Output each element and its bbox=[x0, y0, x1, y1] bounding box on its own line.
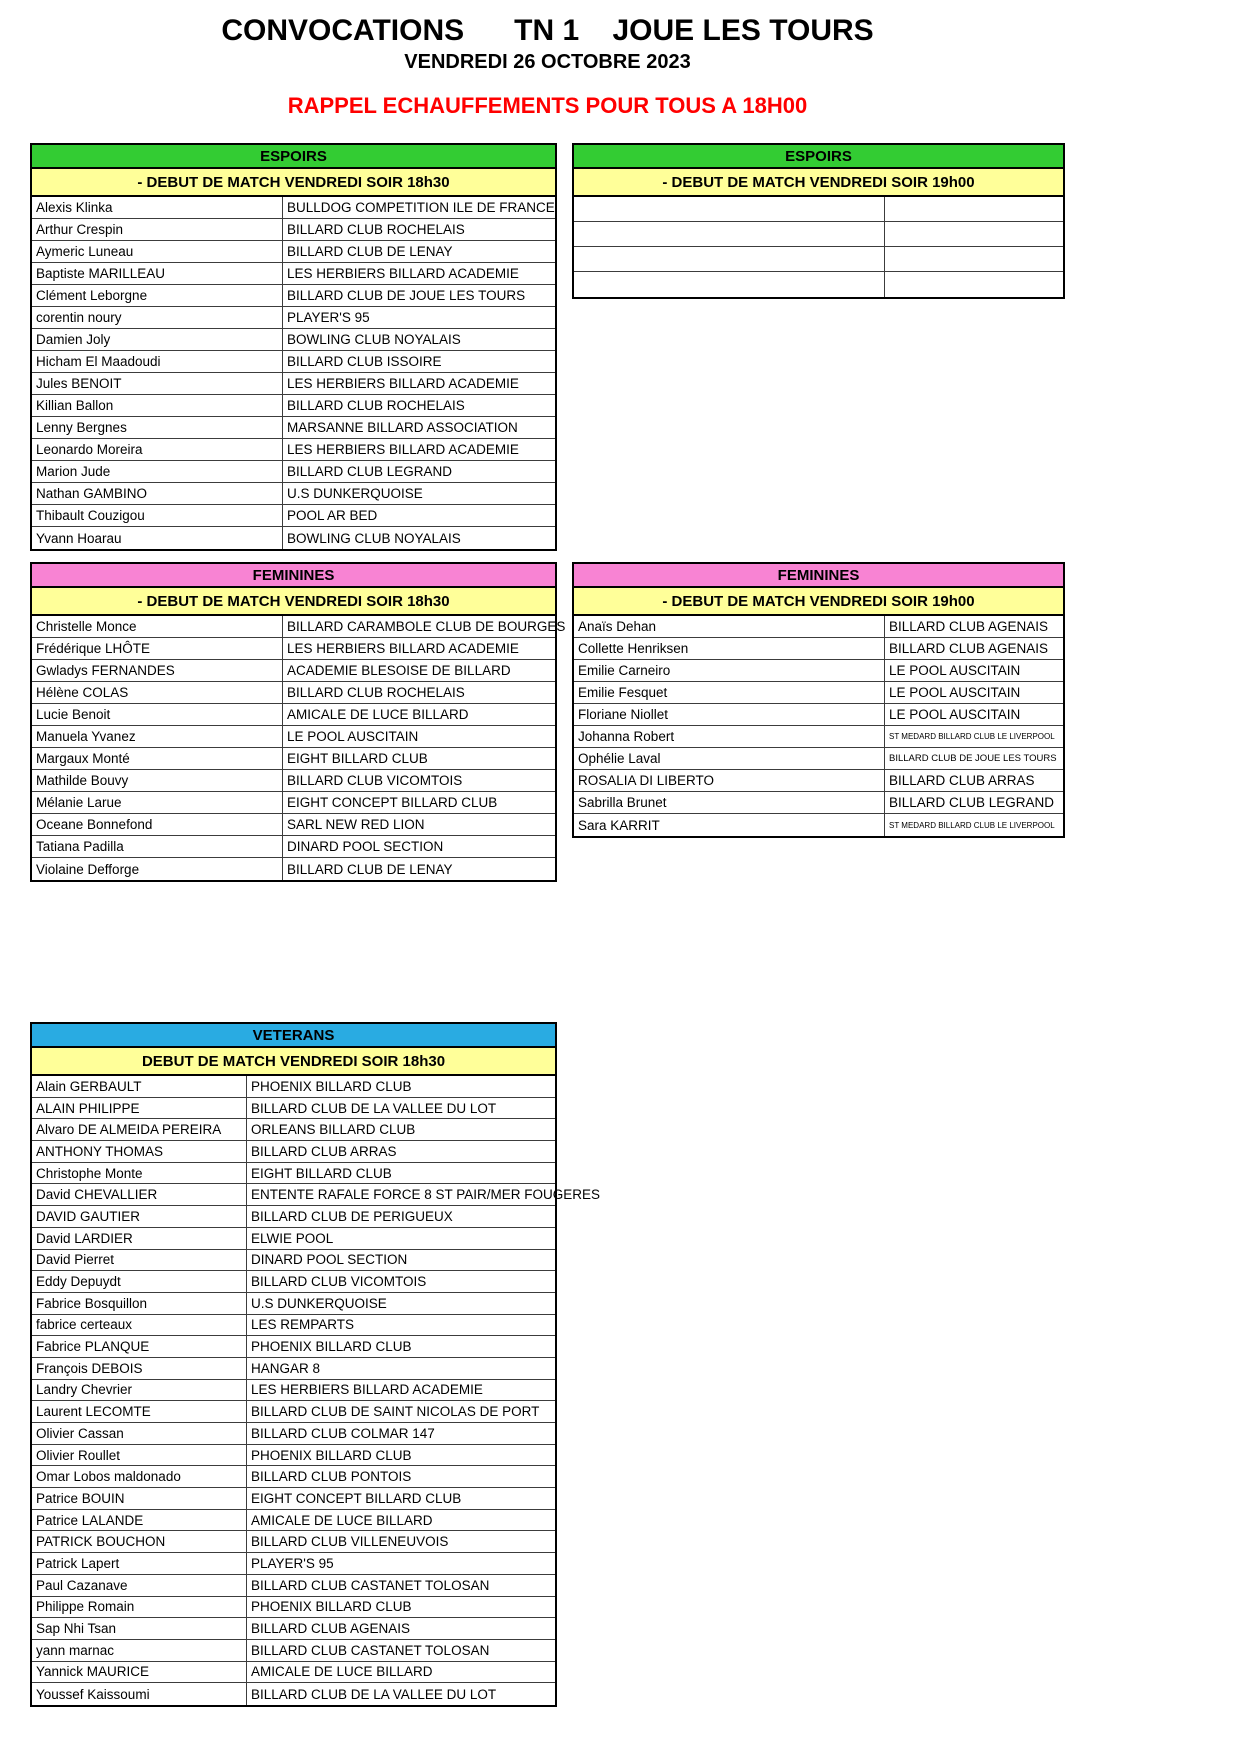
club-cell: BILLARD CLUB VICOMTOIS bbox=[251, 1274, 427, 1290]
player-name-cell: Sap Nhi Tsan bbox=[32, 1618, 247, 1639]
club-cell: ENTENTE RAFALE FORCE 8 ST PAIR/MER FOUGERES bbox=[251, 1187, 601, 1203]
player-name-cell: Tatiana Padilla bbox=[32, 836, 283, 857]
table-row bbox=[32, 1683, 555, 1705]
table-row bbox=[32, 439, 555, 461]
player-name-cell: Collette Henriksen bbox=[574, 638, 885, 659]
player-name-cell: Nathan GAMBINO bbox=[32, 483, 283, 504]
club-cell: PLAYER'S 95 bbox=[251, 1555, 334, 1571]
document-header bbox=[30, 14, 1065, 74]
player-name-cell: Emilie Carneiro bbox=[574, 660, 885, 681]
club-cell: BILLARD CLUB VICOMTOIS bbox=[287, 773, 463, 788]
player-name-cell: Eddy Depuydt bbox=[32, 1271, 247, 1292]
player-name-cell: Floriane Niollet bbox=[574, 704, 885, 725]
club-cell bbox=[885, 222, 1063, 246]
club-cell: BILLARD CLUB ROCHELAIS bbox=[287, 685, 465, 700]
club-cell: BILLARD CLUB LEGRAND bbox=[287, 464, 453, 479]
club-cell: LES HERBIERS BILLARD ACADEMIE bbox=[287, 442, 519, 457]
club-cell: BILLARD CLUB DE LA VALLEE DU LOT bbox=[251, 1686, 497, 1702]
player-name-cell: Johanna Robert bbox=[574, 726, 885, 747]
table-row bbox=[574, 704, 1063, 726]
club-cell: BILLARD CLUB AGENAIS bbox=[889, 619, 1049, 634]
table-row bbox=[32, 770, 555, 792]
player-name-cell: Arthur Crespin bbox=[32, 219, 283, 240]
player-name-cell: Fabrice PLANQUE bbox=[32, 1336, 247, 1357]
player-name-cell: ALAIN PHILIPPE bbox=[32, 1098, 247, 1119]
table-row bbox=[32, 1358, 555, 1380]
table-row bbox=[32, 814, 555, 836]
table-row bbox=[32, 1466, 555, 1488]
table-row bbox=[32, 1618, 555, 1640]
player-name-cell: Olivier Cassan bbox=[32, 1423, 247, 1444]
player-name-cell: François DEBOIS bbox=[32, 1358, 247, 1379]
club-cell: MARSANNE BILLARD ASSOCIATION bbox=[287, 420, 518, 435]
club-cell: AMICALE DE LUCE BILLARD bbox=[251, 1664, 433, 1680]
veterans-18h30-table-rows bbox=[32, 1076, 601, 1705]
table-row bbox=[32, 792, 555, 814]
table-row bbox=[32, 1098, 555, 1120]
veterans-18h30-table-header: VETERANS bbox=[32, 1024, 555, 1048]
table-row bbox=[32, 461, 555, 483]
player-name-cell: Marion Jude bbox=[32, 461, 283, 482]
club-cell: BILLARD CLUB COLMAR 147 bbox=[251, 1425, 435, 1441]
player-name-cell bbox=[574, 272, 885, 297]
player-name-cell: Paul Cazanave bbox=[32, 1575, 247, 1596]
club-cell: BOWLING CLUB NOYALAIS bbox=[287, 530, 461, 546]
table-row bbox=[32, 373, 555, 395]
player-name-cell: Manuela Yvanez bbox=[32, 726, 283, 747]
player-name-cell: Thibault Couzigou bbox=[32, 505, 283, 526]
club-cell: ST MEDARD BILLARD CLUB LE LIVERPOOL bbox=[889, 820, 1055, 830]
player-name-cell: Lucie Benoit bbox=[32, 704, 283, 725]
club-cell: BILLARD CLUB DE JOUE LES TOURS bbox=[889, 753, 1057, 764]
table-row bbox=[32, 417, 555, 439]
player-name-cell: Christophe Monte bbox=[32, 1163, 247, 1184]
table-row bbox=[32, 1575, 555, 1597]
club-cell: PHOENIX BILLARD CLUB bbox=[251, 1339, 412, 1355]
table-row bbox=[32, 329, 555, 351]
club-cell: BILLARD CLUB DE PERIGUEUX bbox=[251, 1208, 453, 1224]
player-name-cell: corentin noury bbox=[32, 307, 283, 328]
player-name-cell: Aymeric Luneau bbox=[32, 241, 283, 262]
table-row bbox=[32, 197, 555, 219]
club-cell: AMICALE DE LUCE BILLARD bbox=[287, 707, 469, 722]
player-name-cell: Hélène COLAS bbox=[32, 682, 283, 703]
table-row bbox=[32, 395, 555, 417]
club-cell: ELWIE POOL bbox=[251, 1230, 334, 1246]
espoirs-19h00-table-rows bbox=[574, 197, 1063, 297]
club-cell bbox=[885, 197, 1063, 221]
table-row bbox=[32, 285, 555, 307]
club-cell: BILLARD CLUB PONTOIS bbox=[251, 1469, 412, 1485]
table-row bbox=[574, 792, 1063, 814]
club-cell: BILLARD CLUB LEGRAND bbox=[889, 795, 1055, 810]
player-name-cell: David LARDIER bbox=[32, 1228, 247, 1249]
player-name-cell: Killian Ballon bbox=[32, 395, 283, 416]
club-cell: ORLEANS BILLARD CLUB bbox=[251, 1122, 416, 1138]
club-cell: LE POOL AUSCITAIN bbox=[889, 685, 1021, 700]
player-name-cell: Olivier Roullet bbox=[32, 1445, 247, 1466]
table-row bbox=[32, 1380, 555, 1402]
table-row bbox=[32, 616, 566, 638]
club-cell: BILLARD CLUB DE JOUE LES TOURS bbox=[287, 288, 526, 303]
club-cell bbox=[885, 247, 1063, 271]
player-name-cell: ROSALIA DI LIBERTO bbox=[574, 770, 885, 791]
table-row bbox=[32, 1271, 555, 1293]
table-row bbox=[32, 1423, 555, 1445]
table-row bbox=[32, 660, 555, 682]
player-name-cell: Lenny Bergnes bbox=[32, 417, 283, 438]
club-cell: BILLARD CLUB ISSOIRE bbox=[287, 354, 442, 369]
table-row bbox=[32, 1401, 555, 1423]
club-cell: BILLARD CLUB AGENAIS bbox=[889, 641, 1049, 656]
feminines-18h30-table-header: FEMININES bbox=[32, 564, 555, 588]
feminines-18h30-table bbox=[30, 562, 566, 882]
club-cell: BOWLING CLUB NOYALAIS bbox=[287, 332, 461, 347]
player-name-cell: Yannick MAURICE bbox=[32, 1662, 247, 1683]
club-cell: BILLARD CLUB DE LENAY bbox=[287, 861, 453, 877]
player-name-cell: Alvaro DE ALMEIDA PEREIRA bbox=[32, 1119, 247, 1140]
player-name-cell: Hicham El Maadoudi bbox=[32, 351, 283, 372]
player-name-cell: Sara KARRIT bbox=[574, 814, 885, 836]
veterans-18h30-table-subheader: DEBUT DE MATCH VENDREDI SOIR 18h30 bbox=[32, 1048, 555, 1076]
table-row bbox=[32, 1510, 555, 1532]
club-cell: HANGAR 8 bbox=[251, 1360, 321, 1376]
club-cell: LE POOL AUSCITAIN bbox=[889, 663, 1021, 678]
club-cell: U.S DUNKERQUOISE bbox=[287, 486, 423, 501]
page-title: CONVOCATIONS TN 1 JOUE LES TOURS bbox=[221, 14, 874, 47]
table-row bbox=[574, 726, 1063, 748]
espoirs-19h00-table bbox=[572, 143, 1065, 299]
club-cell: PHOENIX BILLARD CLUB bbox=[251, 1599, 412, 1615]
table-row bbox=[32, 483, 555, 505]
table-row bbox=[32, 1488, 555, 1510]
club-cell: AMICALE DE LUCE BILLARD bbox=[251, 1512, 433, 1528]
table-row bbox=[574, 660, 1063, 682]
table-row bbox=[32, 1141, 555, 1163]
table-row bbox=[32, 1250, 555, 1272]
club-cell: PLAYER'S 95 bbox=[287, 310, 370, 325]
feminines-18h30-table-subheader: - DEBUT DE MATCH VENDREDI SOIR 18h30 bbox=[32, 588, 555, 616]
player-name-cell: Landry Chevrier bbox=[32, 1380, 247, 1401]
player-name-cell: Clément Leborgne bbox=[32, 285, 283, 306]
player-name-cell: PATRICK BOUCHON bbox=[32, 1531, 247, 1552]
table-row bbox=[32, 1531, 555, 1553]
club-cell: BILLARD CLUB ARRAS bbox=[251, 1143, 397, 1159]
table-row bbox=[32, 682, 555, 704]
table-row bbox=[32, 1206, 555, 1228]
player-name-cell: Omar Lobos maldonado bbox=[32, 1466, 247, 1487]
feminines-19h00-table bbox=[572, 562, 1065, 838]
table-row bbox=[574, 197, 1063, 222]
player-name-cell: Patrice BOUIN bbox=[32, 1488, 247, 1509]
player-name-cell: Jules BENOIT bbox=[32, 373, 283, 394]
table-row bbox=[574, 222, 1063, 247]
table-row bbox=[574, 272, 1063, 297]
espoirs-18h30-table bbox=[30, 143, 557, 551]
club-cell: BILLARD CLUB ROCHELAIS bbox=[287, 222, 465, 237]
table-row bbox=[574, 616, 1063, 638]
event-date: VENDREDI 26 OCTOBRE 2023 bbox=[404, 51, 691, 73]
player-name-cell: Emilie Fesquet bbox=[574, 682, 885, 703]
feminines-19h00-table-subheader: - DEBUT DE MATCH VENDREDI SOIR 19h00 bbox=[574, 588, 1063, 616]
club-cell: DINARD POOL SECTION bbox=[287, 839, 444, 854]
club-cell: LES HERBIERS BILLARD ACADEMIE bbox=[287, 376, 519, 391]
player-name-cell: Anaïs Dehan bbox=[574, 616, 885, 637]
table-row bbox=[32, 1184, 601, 1206]
player-name-cell: David Pierret bbox=[32, 1250, 247, 1271]
espoirs-18h30-table-rows bbox=[32, 197, 555, 549]
player-name-cell: Ophélie Laval bbox=[574, 748, 885, 769]
player-name-cell bbox=[574, 247, 885, 271]
espoirs-18h30-table-subheader: - DEBUT DE MATCH VENDREDI SOIR 18h30 bbox=[32, 169, 555, 197]
player-name-cell: Leonardo Moreira bbox=[32, 439, 283, 460]
espoirs-19h00-table-subheader: - DEBUT DE MATCH VENDREDI SOIR 19h00 bbox=[574, 169, 1063, 197]
club-cell: PHOENIX BILLARD CLUB bbox=[251, 1447, 412, 1463]
table-row bbox=[32, 241, 555, 263]
player-name-cell: fabrice certeaux bbox=[32, 1315, 247, 1336]
player-name-cell: Yvann Hoarau bbox=[32, 527, 283, 549]
club-cell: BILLARD CLUB VILLENEUVOIS bbox=[251, 1534, 449, 1550]
table-row bbox=[574, 770, 1063, 792]
table-row bbox=[32, 505, 555, 527]
club-cell: BILLARD CLUB ROCHELAIS bbox=[287, 398, 465, 413]
table-row bbox=[574, 247, 1063, 272]
table-row bbox=[574, 814, 1063, 836]
espoirs-19h00-table-header: ESPOIRS bbox=[574, 145, 1063, 169]
player-name-cell: Sabrilla Brunet bbox=[574, 792, 885, 813]
table-row bbox=[32, 1163, 555, 1185]
club-cell: SARL NEW RED LION bbox=[287, 817, 425, 832]
club-cell: LE POOL AUSCITAIN bbox=[889, 707, 1021, 722]
table-row bbox=[32, 1119, 555, 1141]
table-row bbox=[32, 307, 555, 329]
table-row bbox=[32, 1076, 555, 1098]
player-name-cell: Damien Joly bbox=[32, 329, 283, 350]
club-cell bbox=[885, 272, 1063, 297]
player-name-cell: Patrice LALANDE bbox=[32, 1510, 247, 1531]
feminines-19h00-table-header: FEMININES bbox=[574, 564, 1063, 588]
club-cell: LES HERBIERS BILLARD ACADEMIE bbox=[287, 266, 519, 281]
club-cell: ST MEDARD BILLARD CLUB LE LIVERPOOL bbox=[889, 732, 1055, 741]
table-row bbox=[32, 858, 555, 880]
club-cell: LES HERBIERS BILLARD ACADEMIE bbox=[287, 641, 519, 656]
club-cell: BILLARD CLUB CASTANET TOLOSAN bbox=[251, 1577, 490, 1593]
club-cell: EIGHT BILLARD CLUB bbox=[287, 751, 428, 766]
feminines-19h00-table-rows bbox=[574, 616, 1063, 836]
table-row bbox=[32, 1315, 555, 1337]
club-cell: BILLARD CLUB DE LA VALLEE DU LOT bbox=[251, 1100, 497, 1116]
club-cell: LE POOL AUSCITAIN bbox=[287, 729, 419, 744]
club-cell: POOL AR BED bbox=[287, 508, 378, 523]
player-name-cell: David CHEVALLIER bbox=[32, 1184, 247, 1205]
table-row bbox=[32, 351, 555, 373]
player-name-cell: Philippe Romain bbox=[32, 1597, 247, 1618]
table-row bbox=[32, 1553, 555, 1575]
club-cell: BILLARD CLUB ARRAS bbox=[889, 773, 1035, 788]
table-row bbox=[574, 638, 1063, 660]
player-name-cell: Patrick Lapert bbox=[32, 1553, 247, 1574]
club-cell: BULLDOG COMPETITION ILE DE FRANCE bbox=[287, 200, 555, 215]
player-name-cell bbox=[574, 197, 885, 221]
table-row bbox=[32, 638, 555, 660]
table-row bbox=[32, 748, 555, 770]
table-row bbox=[32, 1445, 555, 1467]
club-cell: BILLARD CARAMBOLE CLUB DE BOURGES bbox=[287, 619, 566, 634]
club-cell: BILLARD CLUB AGENAIS bbox=[251, 1621, 411, 1637]
player-name-cell: Laurent LECOMTE bbox=[32, 1401, 247, 1422]
player-name-cell: yann marnac bbox=[32, 1640, 247, 1661]
table-row bbox=[32, 1228, 555, 1250]
veterans-18h30-table bbox=[30, 1022, 601, 1707]
club-cell: ACADEMIE BLESOISE DE BILLARD bbox=[287, 663, 511, 678]
espoirs-18h30-table-header: ESPOIRS bbox=[32, 145, 555, 169]
table-row bbox=[574, 682, 1063, 704]
table-row bbox=[32, 1597, 555, 1619]
table-row bbox=[32, 1640, 555, 1662]
player-name-cell: Youssef Kaissoumi bbox=[32, 1683, 247, 1705]
player-name-cell: Alexis Klinka bbox=[32, 197, 283, 218]
player-name-cell: Oceane Bonnefond bbox=[32, 814, 283, 835]
player-name-cell: Frédérique LHÔTE bbox=[32, 638, 283, 659]
player-name-cell: Mathilde Bouvy bbox=[32, 770, 283, 791]
club-cell: BILLARD CLUB CASTANET TOLOSAN bbox=[251, 1642, 490, 1658]
table-row bbox=[32, 726, 555, 748]
player-name-cell: Violaine Defforge bbox=[32, 858, 283, 880]
player-name-cell: Christelle Monce bbox=[32, 616, 283, 637]
table-row bbox=[32, 1336, 555, 1358]
player-name-cell: Margaux Monté bbox=[32, 748, 283, 769]
club-cell: EIGHT CONCEPT BILLARD CLUB bbox=[251, 1490, 462, 1506]
table-row bbox=[32, 527, 555, 549]
club-cell: EIGHT CONCEPT BILLARD CLUB bbox=[287, 795, 498, 810]
club-cell: BILLARD CLUB DE SAINT NICOLAS DE PORT bbox=[251, 1404, 540, 1420]
warmup-reminder-text: RAPPEL ECHAUFFEMENTS POUR TOUS A 18H00 bbox=[287, 93, 808, 118]
player-name-cell: DAVID GAUTIER bbox=[32, 1206, 247, 1227]
player-name-cell: Baptiste MARILLEAU bbox=[32, 263, 283, 284]
table-row bbox=[32, 219, 555, 241]
club-cell: LES REMPARTS bbox=[251, 1317, 355, 1333]
player-name-cell: Alain GERBAULT bbox=[32, 1076, 247, 1097]
feminines-18h30-table-rows bbox=[32, 616, 566, 880]
table-row bbox=[32, 263, 555, 285]
table-row bbox=[32, 836, 555, 858]
club-cell: EIGHT BILLARD CLUB bbox=[251, 1165, 392, 1181]
table-row bbox=[574, 748, 1063, 770]
player-name-cell: Fabrice Bosquillon bbox=[32, 1293, 247, 1314]
player-name-cell: Mélanie Larue bbox=[32, 792, 283, 813]
table-row bbox=[32, 1293, 555, 1315]
club-cell: PHOENIX BILLARD CLUB bbox=[251, 1078, 412, 1094]
player-name-cell bbox=[574, 222, 885, 246]
club-cell: U.S DUNKERQUOISE bbox=[251, 1295, 387, 1311]
club-cell: DINARD POOL SECTION bbox=[251, 1252, 408, 1268]
table-row bbox=[32, 704, 555, 726]
player-name-cell: Gwladys FERNANDES bbox=[32, 660, 283, 681]
player-name-cell: ANTHONY THOMAS bbox=[32, 1141, 247, 1162]
club-cell: LES HERBIERS BILLARD ACADEMIE bbox=[251, 1382, 483, 1398]
club-cell: BILLARD CLUB DE LENAY bbox=[287, 244, 453, 259]
table-row bbox=[32, 1662, 555, 1684]
